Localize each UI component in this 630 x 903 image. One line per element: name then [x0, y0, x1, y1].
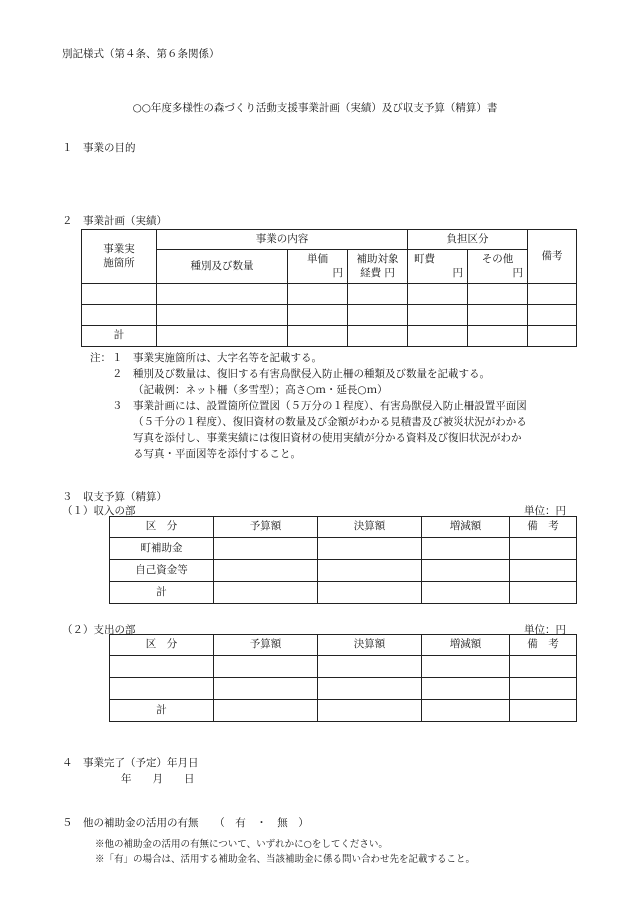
town-yen: 円: [452, 266, 464, 279]
expense-unit: 単位：円: [524, 624, 566, 636]
subsidy-expense-label: 経費: [360, 266, 382, 279]
income-table: [109, 516, 577, 604]
other-label: その他: [481, 253, 514, 266]
section5-note1: ※他の補助金の活用の有無について、いずれかに○をしてください。: [95, 839, 388, 850]
town-label: 町費: [414, 253, 436, 266]
table-row: [110, 656, 577, 678]
expense-header-change: 増減額: [422, 635, 510, 656]
subsidy-target-label: 補助対象: [356, 253, 399, 266]
note3-line4: る写真・平面図等を添付すること。: [133, 448, 301, 460]
note2-line2: （記載例：ネット柵（多雪型）；高さ○ｍ・延長○ｍ）: [133, 384, 388, 396]
table-row: [110, 678, 577, 700]
table-row: [82, 305, 577, 326]
col-town-header: [408, 250, 468, 284]
note3-line2: （５千分の１程度）、復旧資材の数量及び金額がわかる見積書及び被災状況がわかる: [133, 416, 527, 428]
income-header-category: 区 分: [110, 517, 214, 538]
completion-date: 年 月 日: [121, 773, 195, 785]
col-site-header: [82, 230, 157, 284]
note2-line1: 種別及び数量は、復旧する有害鳥獣侵入防止柵の種類及び数量を記載する。: [133, 368, 490, 380]
expense-header-category: 区 分: [110, 635, 214, 656]
col-content-header: 事業の内容: [157, 230, 408, 250]
unit-price-label: 単価: [307, 253, 328, 266]
section2-heading: ２ 事業計画（実績）: [62, 215, 167, 227]
expense-header-settlement: 決算額: [318, 635, 422, 656]
income-row-label: 町補助金: [110, 538, 214, 560]
income-row-label: 自己資金等: [110, 560, 214, 582]
section1-heading: １ 事業の目的: [62, 142, 136, 154]
note1-text: 事業実施箇所は、大字名等を記載する。: [133, 352, 322, 364]
note3-line3: 写真を添付し、事業実績には復旧資材の使用実績が分かる資料及び復旧状況がわか: [133, 432, 522, 444]
income-heading: （１）収入の部: [62, 505, 136, 517]
table-row: [110, 538, 577, 560]
income-header-remarks: 備 考: [510, 517, 577, 538]
col-subsidy-header: [348, 250, 408, 284]
note-prefix: 注：: [90, 352, 111, 364]
section5-heading: ５ 他の補助金の活用の有無 （ 有 ・ 無 ）: [62, 817, 309, 829]
col-site-label: 事業実施箇所: [103, 243, 135, 269]
income-header-change: 増減額: [422, 517, 510, 538]
note3-line1: 事業計画には、設置箇所位置図（５万分の１程度）、有害鳥獣侵入防止柵設置平面図: [133, 400, 527, 412]
col-other-header: [468, 250, 528, 284]
table-row: [110, 560, 577, 582]
total-row: [110, 582, 577, 604]
unit-price-yen: 円: [332, 266, 343, 279]
expense-header-remarks: 備 考: [510, 635, 577, 656]
expense-row-label: [110, 656, 214, 678]
note3-number: ３: [112, 400, 123, 412]
income-header-settlement: 決算額: [318, 517, 422, 538]
total-row: [110, 700, 577, 722]
total-row: [82, 326, 577, 347]
section4-heading: ４ 事業完了（予定）年月日: [62, 757, 199, 769]
expense-table: [109, 634, 577, 722]
note2-number: ２: [112, 368, 123, 380]
expense-row-label: [110, 678, 214, 700]
document-title: ○○年度多様性の森づくり活動支援事業計画（実績）及び収支予算（精算）書: [132, 102, 498, 114]
expense-heading: （２）支出の部: [62, 624, 136, 636]
col-unit-price-header: [288, 250, 348, 284]
other-yen: 円: [512, 266, 524, 279]
income-header-budget: 予算額: [214, 517, 318, 538]
income-total-label: 計: [110, 582, 214, 604]
income-unit: 単位：円: [524, 505, 566, 517]
section5-note2: ※「有」の場合は、活用する補助金名、当該補助金に係る問い合わせ先を記載すること。: [95, 854, 476, 865]
expense-header-budget: 予算額: [214, 635, 318, 656]
col-remarks-header: 備考: [528, 230, 577, 284]
subsidy-yen: 円: [384, 266, 395, 279]
section3-heading: ３ 収支予算（精算）: [62, 491, 167, 503]
col-kind-qty-header: 種別及び数量: [157, 250, 288, 284]
note1-number: １: [112, 352, 123, 364]
project-plan-table: [81, 229, 577, 347]
expense-total-label: 計: [110, 700, 214, 722]
table-row: [82, 284, 577, 305]
col-burden-header: 負担区分: [408, 230, 528, 250]
total-label: 計: [82, 326, 157, 347]
form-label: 別記様式（第４条、第６条関係）: [62, 48, 220, 60]
